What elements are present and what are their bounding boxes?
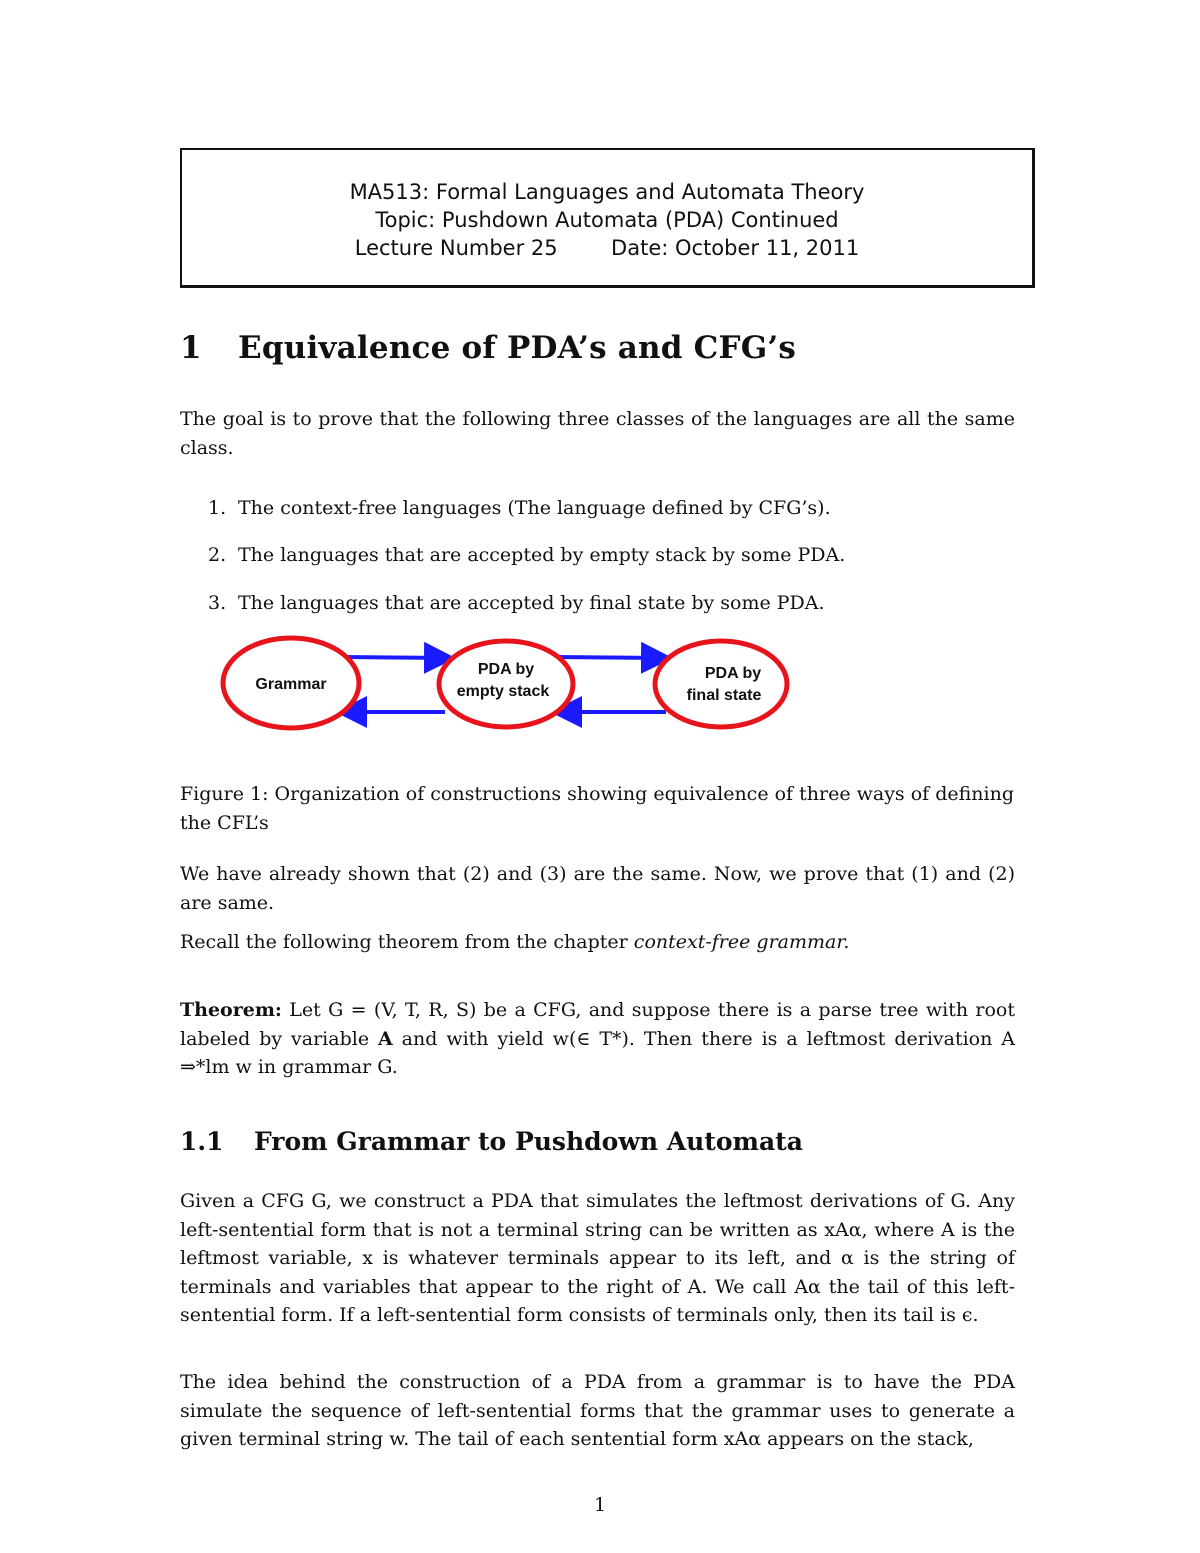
arrow-empty-stack-to-final-state — [555, 657, 665, 658]
subsection-number: 1.1 — [180, 1127, 224, 1156]
body-paragraph: Given a CFG G, we construct a PDA that simulates the leftmost derivations of G. Any left-sentential form that is not a terminal string can be written as xAα, where A is the leftmost variable, x is whatever terminals appear to its left, and α is the string of terminals and variables that appear to the right of A. We call Aα the tail of this left-sentential form. If a left-sentential form consists of terminals only, then its tail is ϵ. — [180, 1190, 1015, 1326]
section-heading — [180, 330, 796, 366]
lecture-info-line — [182, 234, 1032, 262]
node-label: PDA by — [704, 665, 762, 682]
lecture-date: Date: October 11, 2011 — [611, 236, 860, 260]
lecture-header-box — [180, 148, 1035, 288]
course-title: MA513: Formal Languages and Automata Theory — [349, 180, 865, 204]
section-title: Equivalence of PDA’s and CFG’s — [238, 330, 797, 366]
body-paragraph: Recall the following theorem from the chapter context-free grammar. — [180, 931, 850, 953]
body-paragraph: We have already shown that (2) and (3) are the same. Now, we prove that (1) and (2) are same. — [180, 863, 1015, 914]
figure-caption: Figure 1: Organization of constructions showing equivalence of three ways of defining the CFL’s — [180, 783, 1015, 834]
node-label: PDA by — [477, 661, 535, 678]
arrow-grammar-to-empty-stack — [340, 657, 448, 658]
section-number: 1 — [180, 330, 202, 366]
node-label: Grammar — [255, 676, 327, 693]
equivalence-figure — [200, 628, 820, 758]
subsection-heading — [180, 1127, 803, 1156]
lecture-topic: Topic: Pushdown Automata (PDA) Continued — [375, 208, 839, 232]
node-pda-final-state — [655, 641, 787, 727]
section-intro-paragraph: The goal is to prove that the following three classes of the languages are all the same class. — [180, 408, 1015, 459]
lecture-number: Lecture Number 25 — [354, 236, 558, 260]
page-number: 1 — [593, 1494, 607, 1516]
body-paragraph: The idea behind the construction of a PDA from a grammar is to have the PDA simulate the sequence of left-sentential forms that the grammar uses to generate a given terminal string w. The tail of each sentential form xAα appears on the stack, — [180, 1371, 1015, 1450]
theorem-label: Theorem: — [180, 999, 282, 1021]
node-label: final state — [686, 687, 762, 704]
node-label: empty stack — [456, 683, 550, 700]
list-item: 1. The context-free languages (The language defined by CFG’s). — [208, 497, 831, 519]
list-item: 2. The languages that are accepted by empty stack by some PDA. — [208, 544, 846, 566]
list-item: 3. The languages that are accepted by final state by some PDA. — [208, 592, 825, 614]
theorem-block: Theorem: Let G = (V, T, R, S) be a CFG, and suppose there is a parse tree with root labeled by variable A and with yield w(∈ T*). Then there is a leftmost derivation A ⇒*lm w in grammar G. — [180, 999, 1015, 1078]
chapter-reference: context-free grammar. — [633, 931, 850, 953]
subsection-title: From Grammar to Pushdown Automata — [254, 1127, 803, 1156]
